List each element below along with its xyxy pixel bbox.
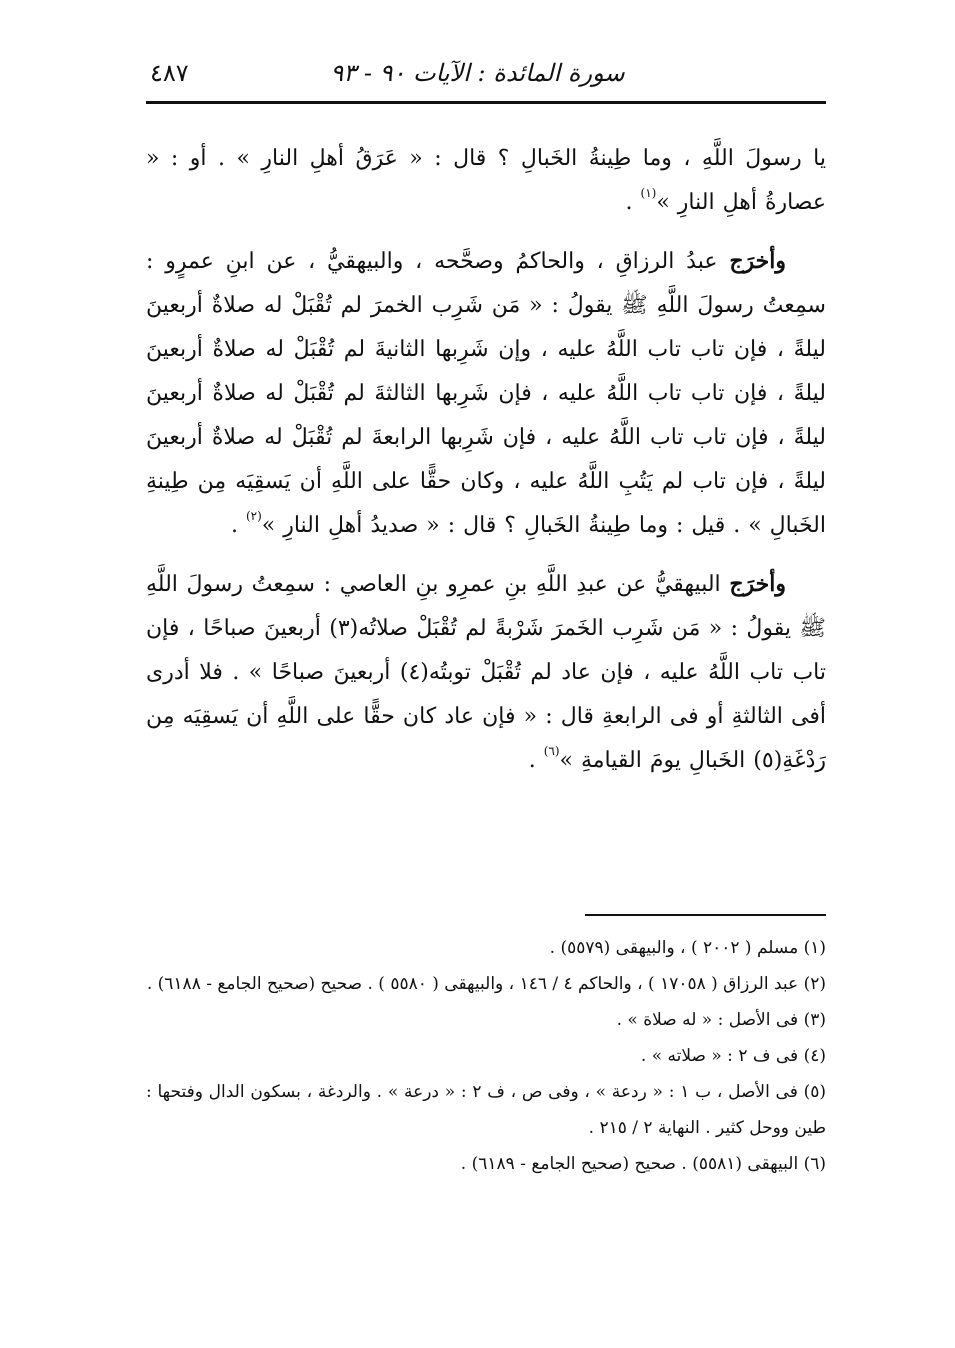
paragraph-text: البيهقيُّ عن عبدِ اللَّهِ بنِ عمرِو بنِ العاصي : سمِعتُ رسولَ اللَّهِ ﷺ يقولُ : « مَن شَرِب الخَمرَ شَرْبةً لم تُقْبَلْ صلاتُه(٣) أربعينَ صباحًا ، فإن تاب تاب اللَّهُ عليه ، فإن عاد لم تُقْبَلْ توبتُه(٤) أربعينَ صباحًا » . فلا أدرى أفى الثالثةِ أو فى الرابعةِ قال : « فإن عاد كان حقًّا على اللَّهِ أن يَسقِيَه مِن رَدْغَةِ(٥) الخَبالِ يومَ القيامةِ » — [146, 572, 826, 773]
running-header-title: سورة المائدة : الآيات ٩٠ - ٩٣ — [330, 59, 625, 87]
paragraph-1 — [146, 136, 826, 225]
header-divider — [146, 101, 826, 104]
paragraph-lead: وأخرَج — [729, 571, 786, 597]
footnote-2: (٢) عبد الرزاق ( ١٧٠٥٨ ) ، والحاكم ٤ / ١٤٦ ، والبيهقى ( ٥٥٨٠ ) . صحيح (صحيح الجامع - ٦١٨٨) . — [146, 974, 826, 994]
footnote-ref[interactable]: (٦) — [543, 744, 560, 758]
page-number: ٤٨٧ — [150, 59, 189, 87]
paragraph-text: يا رسولَ اللَّهِ ، وما طِينةُ الخَبالِ ؟ قال : « عَرَقُ أهلِ النارِ » . أو : « عصارةُ أهلِ النارِ » — [146, 146, 826, 215]
footnote-ref[interactable]: (٢) — [245, 509, 262, 523]
paragraph-end: . — [230, 513, 246, 538]
paragraph-lead: وأخرَج — [729, 248, 786, 274]
paragraph-3 — [146, 562, 826, 783]
footnote-3: (٣) فى الأصل : « له صلاة » . — [616, 1010, 826, 1030]
paragraph-text: عبدُ الرزاقِ ، والحاكمُ وصحَّحه ، والبيهقيُّ ، عن ابنِ عمرٍو : سمِعتُ رسولَ اللَّهِ ﷺ يقولُ : « مَن شَرِب الخمرَ لم تُقْبَلْ له صلاةٌ أربعينَ ليلةً ، فإن تاب تاب اللَّهُ عليه ، وإن شَرِبها الثانيةَ لم تُقْبَلْ له صلاةٌ أربعينَ ليلةً ، فإن تاب تاب اللَّهُ عليه ، فإن شَرِبها الثالثةَ لم تُقْبَلْ له صلاةٌ أربعينَ ليلةً ، فإن تاب تاب اللَّهُ عليه ، فإن شَرِبها الرابعةَ لم تُقْبَلْ له صلاةٌ أربعينَ ليلةً ، فإن تاب لم يَتُبِ اللَّهُ عليه ، وكان حقًّا على اللَّهِ أن يَسقِيَه مِن طِينةِ الخَبالِ » . قيل : وما طِينةُ الخَبالِ ؟ قال : « صديدُ أهلِ النارِ » — [146, 249, 826, 538]
footnote-5: (٥) فى الأصل ، ب ١ : « ردعة » ، وفى ص ، ف ٢ : « درعة » . والردغة ، بسكون الدال وفتحها : طين ووحل كثير . النهاية ٢ / ٢١٥ . — [146, 1082, 827, 1138]
footnote-ref[interactable]: (١) — [640, 186, 657, 200]
footnote-6: (٦) البيهقى (٥٥٨١) . صحيح (صحيح الجامع - ٦١٨٩) . — [460, 1154, 826, 1174]
footnote-divider — [585, 914, 826, 916]
paragraph-end: . — [528, 748, 544, 773]
footnote-4: (٤) فى ف ٢ : « صلاته » . — [640, 1046, 826, 1066]
main-text — [146, 136, 826, 797]
footnote-1: (١) مسلم ( ٢٠٠٢ ) ، والبيهقى (٥٥٧٩) . — [549, 938, 826, 958]
footnotes — [146, 930, 826, 1182]
paragraph-end: . — [625, 190, 641, 215]
paragraph-2 — [146, 239, 826, 548]
